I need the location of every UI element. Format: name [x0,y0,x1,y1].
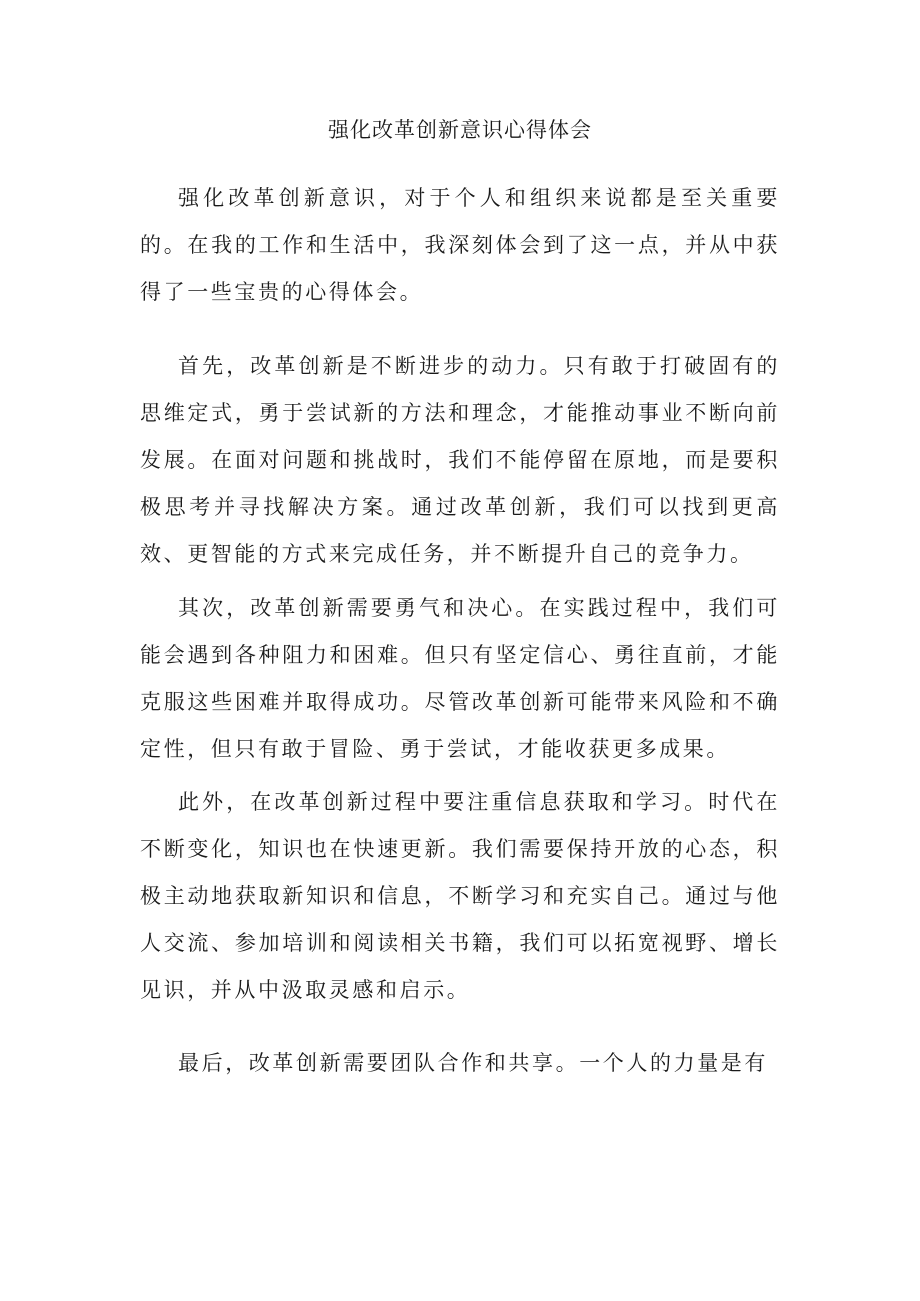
paragraph-second-point: 其次，改革创新需要勇气和决心。在实践过程中，我们可能会遇到各种阻力和困难。但只有坚定信心、勇往直前，才能克服这些困难并取得成功。尽管改革创新可能带来风险和不确定性，但只有敢于冒险、勇于尝试，才能收获更多成果。 [140,596,780,761]
paragraph-third-point: 此外，在改革创新过程中要注重信息获取和学习。时代在不断变化，知识也在快速更新。我们需要保持开放的心态，积极主动地获取新知识和信息，不断学习和充实自己。通过与他人交流、参加培训和阅读相关书籍，我们可以拓宽视野、增长见识，并从中汲取灵感和启示。 [140,790,780,1002]
document-title: 强化改革创新意识心得体会 [328,118,592,142]
paragraph-intro: 强化改革创新意识，对于个人和组织来说都是至关重要的。在我的工作和生活中，我深刻体会到了这一点，并从中获得了一些宝贵的心得体会。 [140,186,780,304]
paragraph-final-point: 最后，改革创新需要团队合作和共享。一个人的力量是有 [178,1051,768,1075]
paragraph-first-point: 首先，改革创新是不断进步的动力。只有敢于打破固有的思维定式，勇于尝试新的方法和理念，才能推动事业不断向前发展。在面对问题和挑战时，我们不能停留在原地，而是要积极思考并寻找解决方案。通过改革创新，我们可以找到更高效、更智能的方式来完成任务，并不断提升自己的竞争力。 [140,354,780,566]
